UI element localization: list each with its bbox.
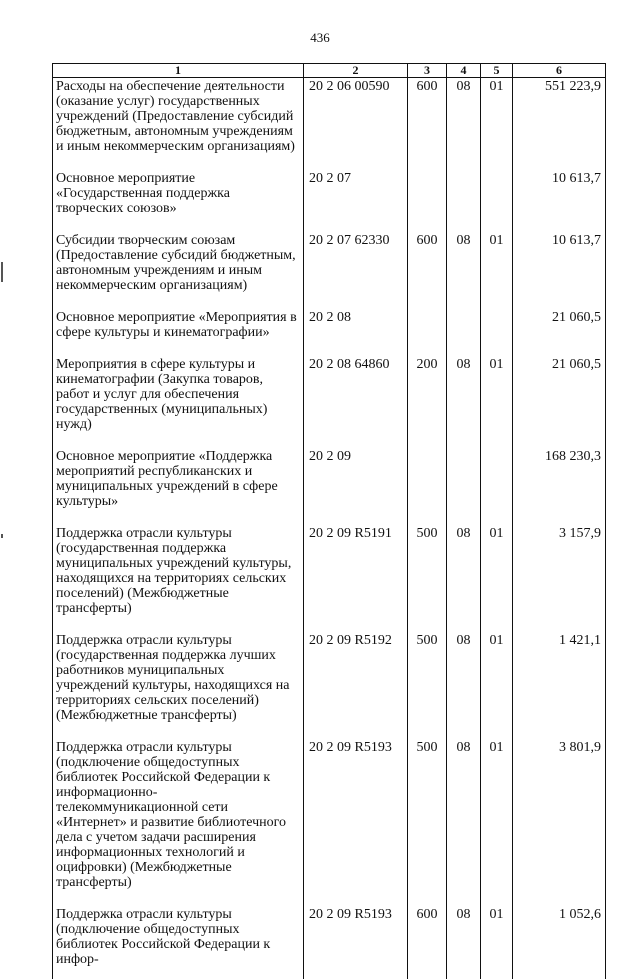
row-description: Поддержка отрасли культуры (государственная поддержка лучших работников муниципальных учреждений культуры, находящихся на территориях сельских поселений) (Межбюджетные трансферты) xyxy=(53,633,304,740)
table-row xyxy=(53,907,606,979)
row-column-3 xyxy=(408,171,447,233)
row-column-5 xyxy=(481,449,513,526)
row-code: 20 2 09 xyxy=(304,449,408,526)
row-code: 20 2 07 xyxy=(304,171,408,233)
row-amount: 10 613,7 xyxy=(513,171,606,233)
row-column-3: 500 xyxy=(408,633,447,740)
row-description: Расходы на обеспечение деятельности (оказание услуг) государственных учреждений (Предоставление субсидий бюджетным, автономным учреждениям и иным некоммерческим организациям) xyxy=(53,78,304,172)
row-column-4: 08 xyxy=(447,740,481,907)
row-column-4 xyxy=(447,310,481,357)
table-row xyxy=(53,310,606,357)
row-column-4: 08 xyxy=(447,78,481,172)
row-column-3: 200 xyxy=(408,357,447,449)
row-description: Мероприятия в сфере культуры и кинематографии (Закупка товаров, работ и услуг для обеспечения государственных (муниципальных) нужд) xyxy=(53,357,304,449)
table-row xyxy=(53,171,606,233)
column-header-4: 4 xyxy=(447,64,481,78)
scan-edge-mark xyxy=(1,262,3,282)
table-row xyxy=(53,78,606,172)
row-column-3 xyxy=(408,310,447,357)
row-column-4: 08 xyxy=(447,357,481,449)
budget-table xyxy=(52,63,606,979)
row-column-4: 08 xyxy=(447,633,481,740)
row-amount: 168 230,3 xyxy=(513,449,606,526)
table-row xyxy=(53,526,606,633)
row-column-3: 500 xyxy=(408,526,447,633)
row-column-5: 01 xyxy=(481,740,513,907)
table-header-row xyxy=(53,64,606,78)
row-column-3: 600 xyxy=(408,78,447,172)
row-column-5: 01 xyxy=(481,357,513,449)
row-column-5 xyxy=(481,171,513,233)
row-column-3 xyxy=(408,449,447,526)
table-row xyxy=(53,357,606,449)
row-description: Поддержка отрасли культуры (подключение общедоступных библиотек Российской Федерации к инфор- xyxy=(53,907,304,979)
row-column-5: 01 xyxy=(481,78,513,172)
row-amount: 1 052,6 xyxy=(513,907,606,979)
column-header-6: 6 xyxy=(513,64,606,78)
column-header-2: 2 xyxy=(304,64,408,78)
row-description: Поддержка отрасли культуры (подключение общедоступных библиотек Российской Федерации к информационно-телекоммуникационной сети «Интернет» и развитие библиотечного дела с учетом задачи расширения информационных технологий и оцифровки) (Межбюджетные трансферты) xyxy=(53,740,304,907)
row-code: 20 2 09 R5193 xyxy=(304,740,408,907)
row-amount: 21 060,5 xyxy=(513,310,606,357)
row-code: 20 2 06 00590 xyxy=(304,78,408,172)
row-amount: 1 421,1 xyxy=(513,633,606,740)
column-header-1: 1 xyxy=(53,64,304,78)
table-row xyxy=(53,740,606,907)
row-column-5: 01 xyxy=(481,907,513,979)
row-amount: 551 223,9 xyxy=(513,78,606,172)
row-column-4: 08 xyxy=(447,526,481,633)
row-column-5: 01 xyxy=(481,633,513,740)
row-amount: 21 060,5 xyxy=(513,357,606,449)
table-row xyxy=(53,633,606,740)
row-description: Основное мероприятие «Мероприятия в сфере культуры и кинематографии» xyxy=(53,310,304,357)
row-column-5: 01 xyxy=(481,526,513,633)
row-column-4 xyxy=(447,449,481,526)
row-description: Основное мероприятие «Государственная поддержка творческих союзов» xyxy=(53,171,304,233)
row-amount: 3 157,9 xyxy=(513,526,606,633)
table-row xyxy=(53,233,606,310)
row-column-5: 01 xyxy=(481,233,513,310)
column-header-5: 5 xyxy=(481,64,513,78)
row-amount: 3 801,9 xyxy=(513,740,606,907)
row-column-3: 600 xyxy=(408,233,447,310)
row-description: Поддержка отрасли культуры (государственная поддержка муниципальных учреждений культуры, находящихся на территориях сельских поселений) (Межбюджетные трансферты) xyxy=(53,526,304,633)
row-code: 20 2 09 R5193 xyxy=(304,907,408,979)
column-header-3: 3 xyxy=(408,64,447,78)
row-column-3: 500 xyxy=(408,740,447,907)
row-column-4 xyxy=(447,171,481,233)
row-column-4: 08 xyxy=(447,907,481,979)
table-row xyxy=(53,449,606,526)
row-amount: 10 613,7 xyxy=(513,233,606,310)
scan-edge-mark xyxy=(1,534,3,538)
row-description: Основное мероприятие «Поддержка мероприятий республиканских и муниципальных учреждений в сфере культуры» xyxy=(53,449,304,526)
row-code: 20 2 09 R5191 xyxy=(304,526,408,633)
row-code: 20 2 09 R5192 xyxy=(304,633,408,740)
row-code: 20 2 08 xyxy=(304,310,408,357)
row-code: 20 2 07 62330 xyxy=(304,233,408,310)
page-number: 436 xyxy=(0,30,640,46)
table-body xyxy=(53,78,606,979)
row-column-5 xyxy=(481,310,513,357)
row-column-4: 08 xyxy=(447,233,481,310)
row-description: Субсидии творческим союзам (Предоставление субсидий бюджетным, автономным учреждениям и иным некоммерческим организациям) xyxy=(53,233,304,310)
row-code: 20 2 08 64860 xyxy=(304,357,408,449)
row-column-3: 600 xyxy=(408,907,447,979)
